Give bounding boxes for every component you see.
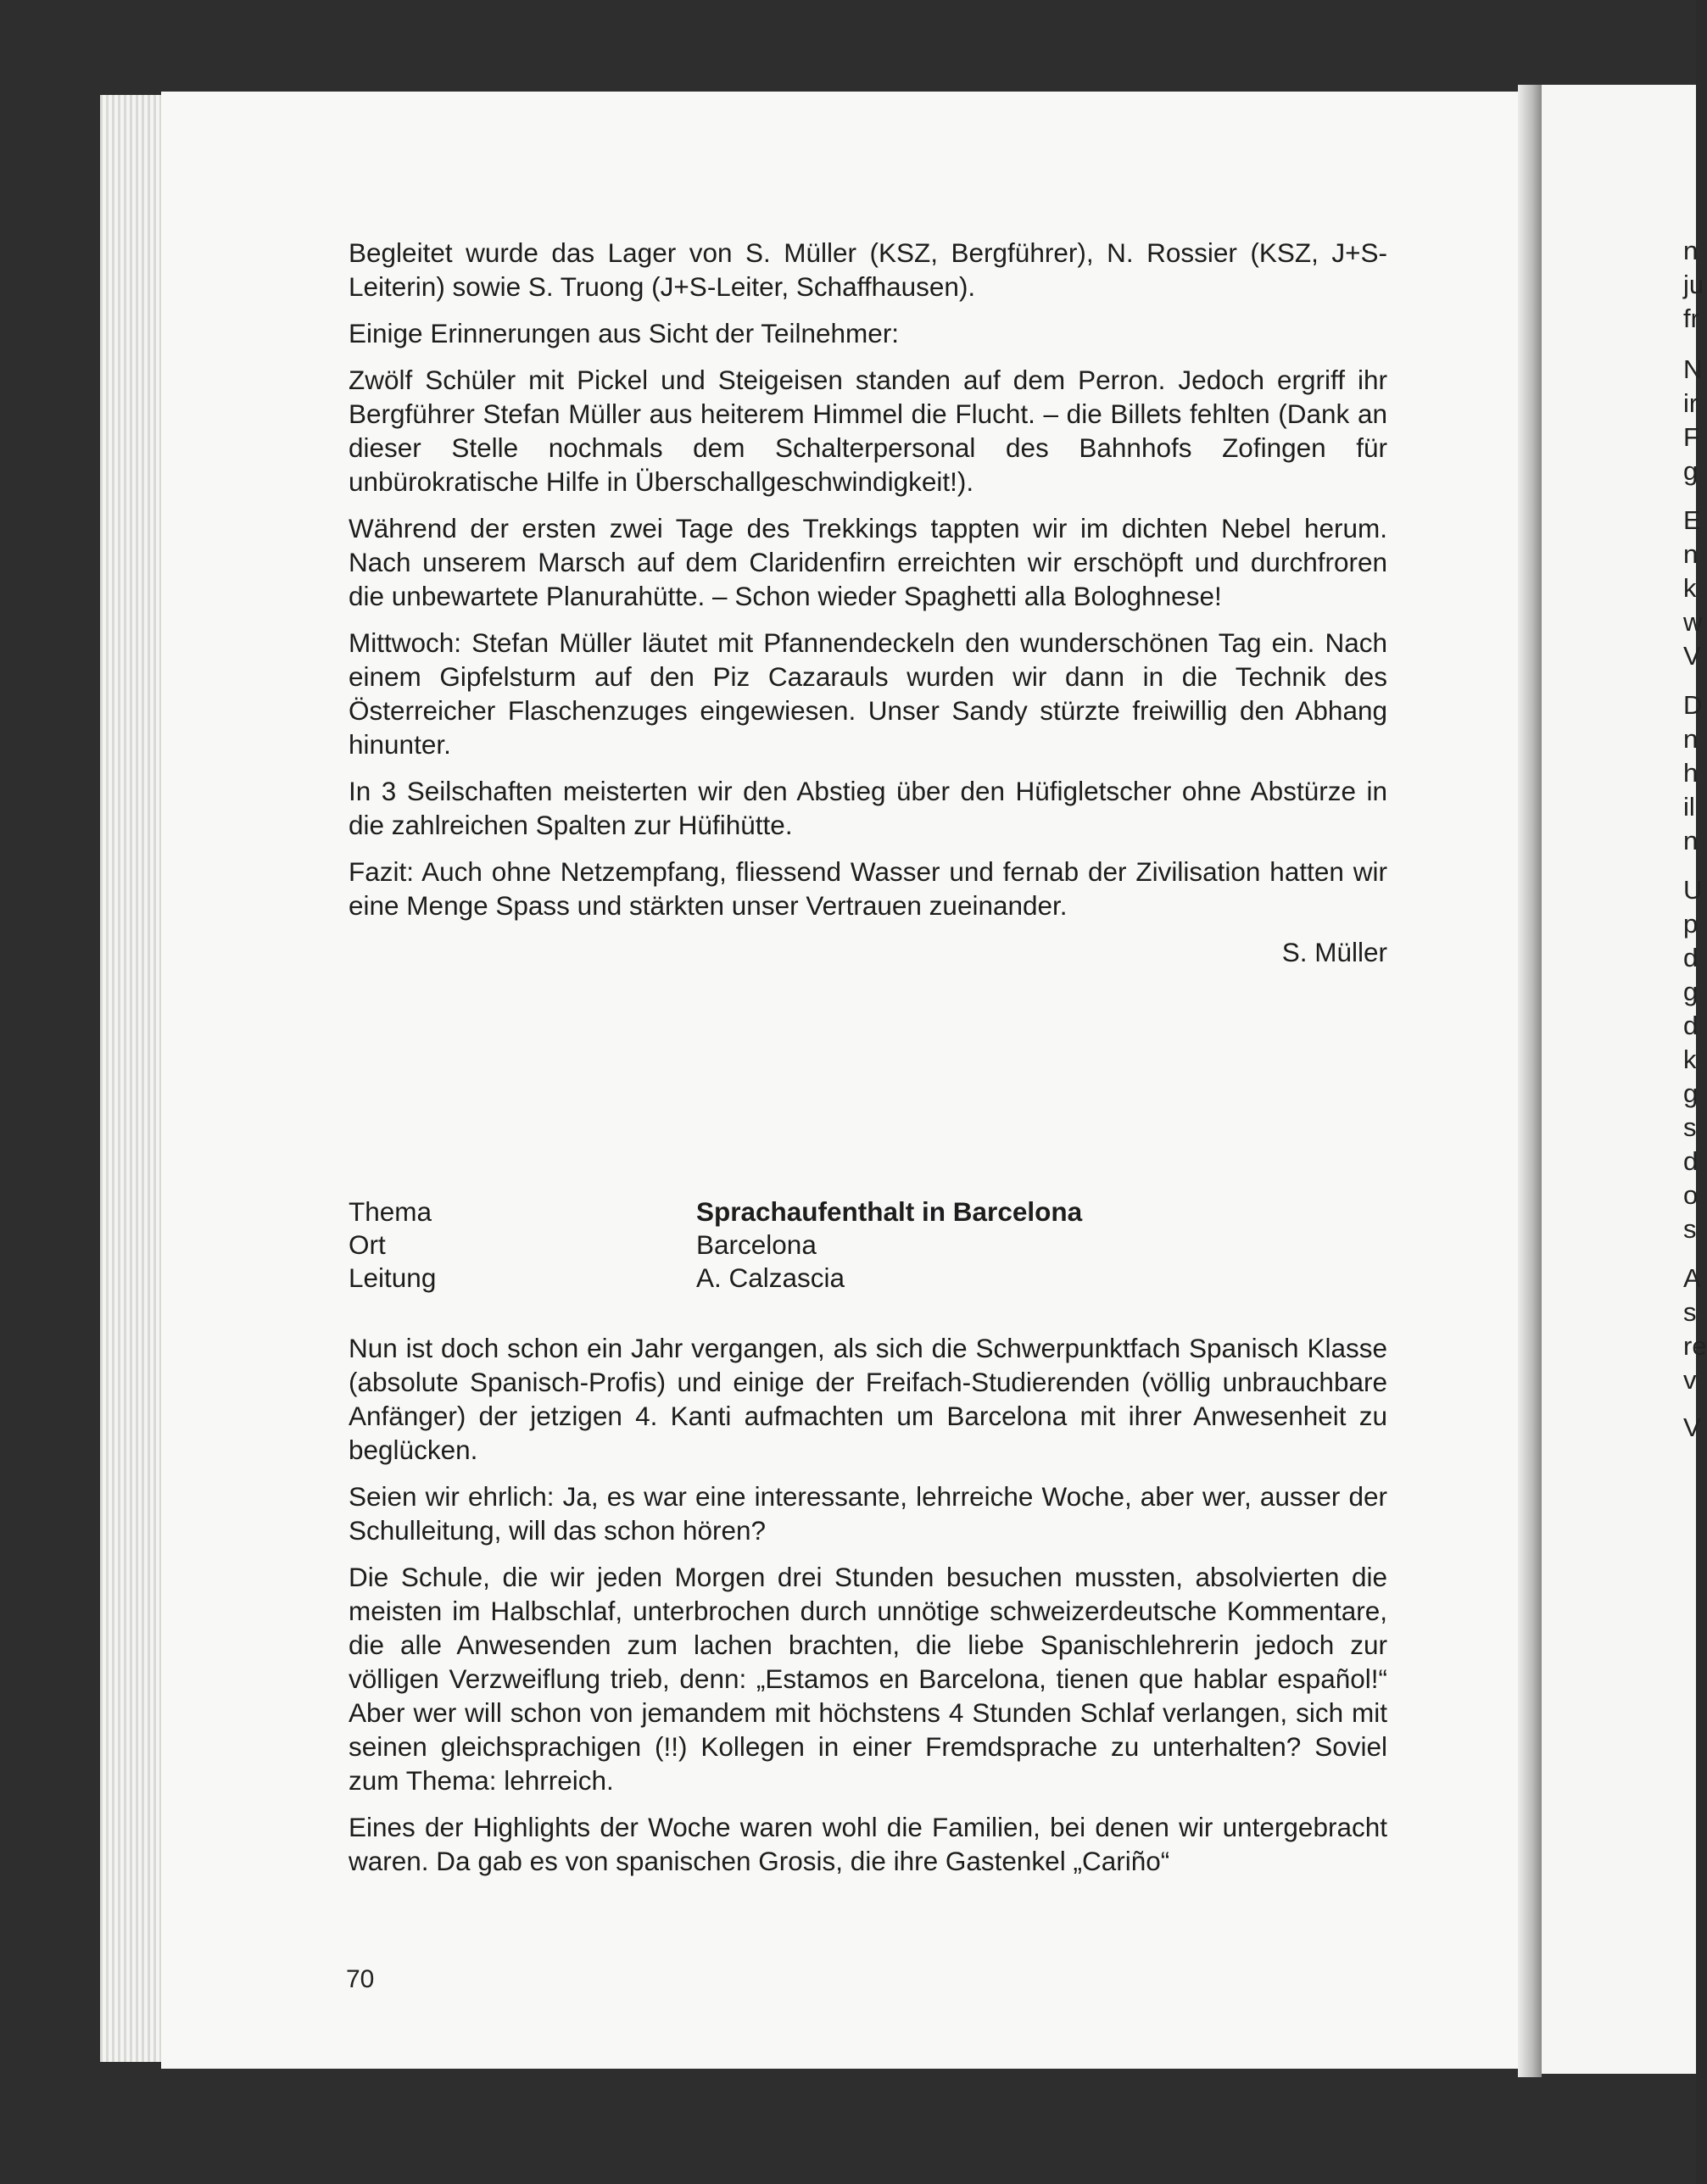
edge-fragment: N bbox=[1683, 354, 1703, 384]
edge-fragment: g bbox=[1683, 456, 1699, 486]
paragraph: Nun ist doch schon ein Jahr vergangen, als sich die Schwerpunktfach Spanisch Klasse (absolute Spanisch-Profis) und einige der Freifach-Studierenden (völlig unbrauchbare Anfänger) der jetzigen 4. Kanti aufmachten um Barcelona mit ihrer Anwesenheit zu beglücken. bbox=[349, 1333, 1387, 1465]
edge-fragment: n bbox=[1683, 236, 1699, 265]
paragraph: In 3 Seilschaften meisterten wir den Abstieg über den Hüfigletscher ohne Abstürze in die zahlreichen Spalten zur Hüfihütte. bbox=[349, 776, 1387, 840]
info-row-ort bbox=[349, 1228, 1082, 1262]
edge-fragment: A bbox=[1683, 1263, 1701, 1293]
edge-fragment: s bbox=[1683, 1112, 1697, 1142]
paragraph: Während der ersten zwei Tage des Trekkings tappten wir im dichten Nebel herum. Nach unserem Marsch auf dem Claridenfirn erreichten wir erschöpft und durchfroren die unbewartete Planurahütte. – Schon wieder Spaghetti alla Bologhnese! bbox=[349, 513, 1387, 611]
facing-page bbox=[1542, 85, 1699, 2074]
book-gutter bbox=[1518, 85, 1542, 2077]
info-label: Thema bbox=[349, 1196, 432, 1227]
edge-fragment: ju bbox=[1683, 270, 1704, 299]
info-value: Barcelona bbox=[696, 1229, 817, 1260]
edge-fragment: g bbox=[1683, 1078, 1699, 1108]
edge-fragment: w bbox=[1683, 607, 1703, 637]
paragraph: Mittwoch: Stefan Müller läutet mit Pfannendeckeln den wunderschönen Tag ein. Nach einem Gipfelsturm auf den Piz Cazarauls wurden wir dann in die Technik des Österreicher Flaschenzuges eingewiesen. Unser Sandy stürzte freiwillig den Abhang hinunter. bbox=[349, 627, 1387, 760]
barcelona-report bbox=[349, 1331, 1387, 1878]
edge-fragment: U bbox=[1683, 875, 1703, 905]
paragraph: Seien wir ehrlich: Ja, es war eine interessante, lehrreiche Woche, aber wer, ausser der Schulleitung, will das schon hören? bbox=[349, 1481, 1387, 1546]
edge-fragment: F bbox=[1683, 422, 1699, 452]
info-row-leitung bbox=[349, 1262, 1082, 1295]
edge-fragment: s bbox=[1683, 1297, 1697, 1327]
edge-fragment: ir bbox=[1683, 388, 1699, 418]
info-label: Ort bbox=[349, 1229, 386, 1260]
edge-fragment: n bbox=[1683, 724, 1699, 754]
edge-fragment: v bbox=[1683, 1365, 1697, 1395]
info-value: A. Calzascia bbox=[696, 1262, 845, 1293]
edge-fragment: g bbox=[1683, 977, 1699, 1006]
edge-fragment: p bbox=[1683, 909, 1699, 939]
edge-fragment: n bbox=[1683, 826, 1699, 855]
paragraph: Einige Erinnerungen aus Sicht der Teilnehmer: bbox=[349, 318, 900, 348]
edge-fragment: d bbox=[1683, 1146, 1699, 1176]
edge-fragment: re bbox=[1683, 1331, 1707, 1361]
edge-fragment: E bbox=[1683, 505, 1701, 535]
info-row-thema bbox=[349, 1195, 1082, 1228]
paragraph: Begleitet wurde das Lager von S. Müller (KSZ, Bergführer), N. Rossier (KSZ, J+S-Leiterin) sowie S. Truong (J+S-Leiter, Schaffhausen). bbox=[349, 237, 1387, 302]
paragraph: Zwölf Schüler mit Pickel und Steigeisen standen auf dem Perron. Jedoch ergriff ihr Bergführer Stefan Müller aus heiterem Himmel die Flucht. – die Billets fehlten (Dank an dieser Stelle nochmals dem Schalterpersonal des Bahnhofs Zofingen für unbürokratische Hilfe in Überschallgeschwindigkeit!). bbox=[349, 365, 1387, 497]
edge-fragment: il bbox=[1683, 792, 1695, 822]
edge-fragment: n bbox=[1683, 539, 1699, 569]
edge-fragment: d bbox=[1683, 943, 1699, 972]
edge-fragment: h bbox=[1683, 758, 1699, 788]
page-number: 70 bbox=[346, 1965, 375, 1993]
edge-fragment: o bbox=[1683, 1180, 1699, 1210]
author-signature: S. Müller bbox=[1281, 937, 1387, 967]
edge-fragment: V bbox=[1683, 1412, 1701, 1442]
edge-fragment: D bbox=[1683, 690, 1703, 720]
paragraph: Die Schule, die wir jeden Morgen drei Stunden besuchen mussten, absolvierten die meisten im Halbschlaf, unterbrochen durch unnötige schweizerdeutsche Kommentare, die alle Anwesenden zum lachen brachten, die liebe Spanischlehrerin jedoch zur völligen Verzweiflung trieb, denn: „Estamos en Barcelona, tienen que hablar español!“ Aber wer will schon von jemandem mit höchstens 4 Stunden Schlaf verlangen, sich mit seinen gleichsprachigen (!!) Kollegen in einer Fremdsprache zu unterhalten? Soviel zum Thema: lehrreich. bbox=[349, 1562, 1387, 1796]
edge-fragment: k bbox=[1683, 573, 1697, 603]
barcelona-info-table bbox=[349, 1195, 1082, 1295]
edge-fragment: d bbox=[1683, 1011, 1699, 1040]
edge-fragment: V bbox=[1683, 641, 1701, 671]
edge-fragment: k bbox=[1683, 1045, 1697, 1074]
edge-fragment: fr bbox=[1683, 304, 1699, 333]
paragraph: Fazit: Auch ohne Netzempfang, fliessend Wasser und fernab der Zivilisation hatten wir eine Menge Spass und stärkten unser Vertrauen zueinander. bbox=[349, 856, 1387, 921]
mountain-camp-report bbox=[349, 236, 1387, 969]
info-label: Leitung bbox=[349, 1262, 437, 1293]
edge-fragment: s bbox=[1683, 1214, 1697, 1244]
paragraph: Eines der Highlights der Woche waren wohl die Familien, bei denen wir untergebracht waren. Da gab es von spanischen Grosis, die ihre Gastenkel „Cariño“ bbox=[349, 1812, 1387, 1876]
info-value-title: Sprachaufenthalt in Barcelona bbox=[696, 1196, 1083, 1227]
